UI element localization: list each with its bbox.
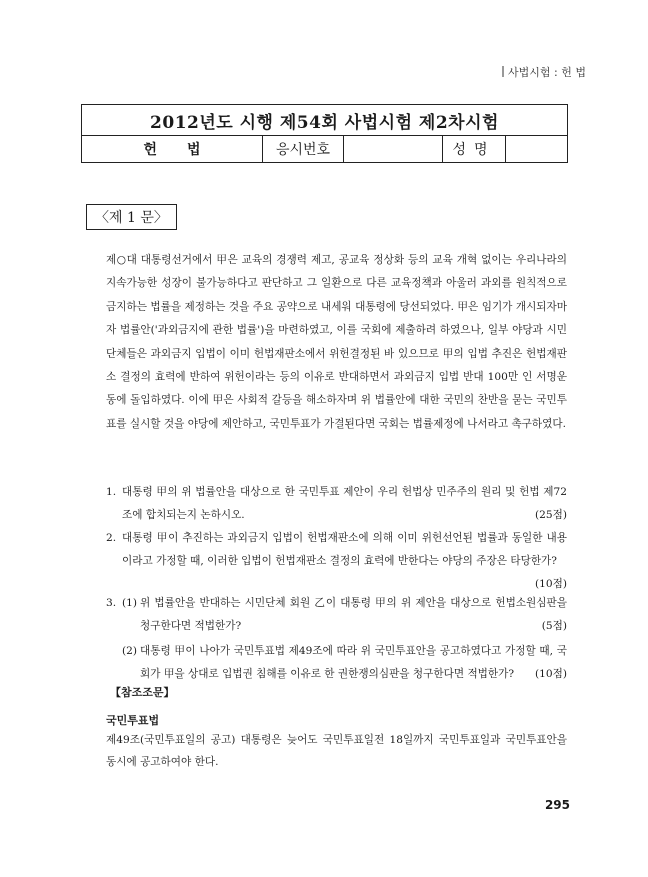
law-article-text: 제49조(국민투표일의 공고) 대통령은 늦어도 국민투표일전 18일까지 국민투표일과 국민투표안을 동시에 공고하여야 한다. [106, 734, 567, 768]
running-title: 사법시험 : 헌 법 [508, 66, 586, 79]
exam-number-field [344, 136, 443, 163]
reference-title: 【참조조문】 [110, 686, 175, 699]
question-text: 대통령 甲의 위 법률안을 대상으로 한 국민투표 제안이 우리 헌법상 민주주의 원리 및 헌법 제72조에 합치되는지 논하시오. [122, 486, 567, 521]
name-label: 성명 [443, 136, 506, 163]
sub-question-text: 대통령 甲이 나아가 국민투표법 제49조에 따라 위 국민투표안을 공고하였다고 가정할 때, 국회가 甲을 상대로 입법권 침해를 이유로 한 권한쟁의심판을 청구한다면 적법한가? [140, 645, 567, 680]
question-number: 3. [106, 597, 117, 609]
header-bar-mark [502, 66, 504, 77]
law-name: 국민투표법 [106, 714, 160, 727]
question-2 [106, 527, 567, 596]
sub-question-number: (2) [122, 645, 138, 657]
sub-question-points: (5점) [541, 620, 567, 632]
question-points: (25점) [535, 509, 567, 521]
page-number: 295 [544, 798, 570, 812]
exam-number-label: 응시번호 [263, 136, 344, 163]
sub-question-1 [122, 592, 567, 638]
subject-cell: 헌법 [82, 136, 263, 163]
running-header [502, 64, 586, 80]
question-1 [106, 481, 567, 527]
exam-header-table [81, 104, 568, 163]
question-number: 2. [106, 532, 117, 544]
question-text: 대통령 甲이 추진하는 과외금지 입법이 헌법재판소에 의해 이미 위헌선언된 법률과 동일한 내용이라고 가정할 때, 이러한 입법이 헌법재판소 결정의 효력에 반한다는 야당의 주장은 타당한가? [122, 532, 567, 567]
name-field [506, 136, 568, 163]
sub-question-number: (1) [122, 597, 138, 609]
sub-question-2 [122, 640, 567, 686]
exam-title: 2012년도 시행 제54회 사법시험 제2차시험 [82, 105, 568, 136]
sub-question-text: 위 법률안을 반대하는 시민단체 회원 乙이 대통령 甲의 위 제안을 대상으로 헌법소원심판을 청구한다면 적법한가? [140, 597, 567, 632]
question-number: 1. [106, 486, 117, 498]
question-label: 〈제 1 문〉 [86, 204, 177, 230]
sub-question-points: (10점) [535, 668, 567, 680]
question-3 [106, 592, 567, 686]
question-points: (10점) [535, 578, 567, 590]
scenario-paragraph: 제○대 대통령선거에서 甲은 교육의 경쟁력 제고, 공교육 정상화 등의 교육 개혁 없이는 우리나라의 지속가능한 성장이 불가능하다고 판단하고 그 일환으로 다른 교육정책과 아울러 과외를 원칙적으로 금지하는 법률을 제정하는 것을 주요 공약으로 내세워 대통령에 당선되었다. 甲은 임기가 개시되자마자 법률안('과외금지에 관한 법률')을 마련하였고, 이를 국회에 제출하려 하였으나, 일부 야당과 시민단체들은 과외금지 입법이 이미 헌법재판소에서 위헌결정된 바 있으므로 甲의 입법 추진은 헌법재판소 결정의 효력에 반하여 위헌이라는 등의 이유로 반대하면서 과외금지 입법 반대 100만 인 서명운동에 돌입하였다. 이에 甲은 사회적 갈등을 해소하자며 위 법률안에 대한 국민의 찬반을 묻는 국민투표를 실시할 것을 야당에 제안하고, 국민투표가 가결된다면 국회는 법률제정에 나서라고 촉구하였다. [106, 254, 567, 430]
